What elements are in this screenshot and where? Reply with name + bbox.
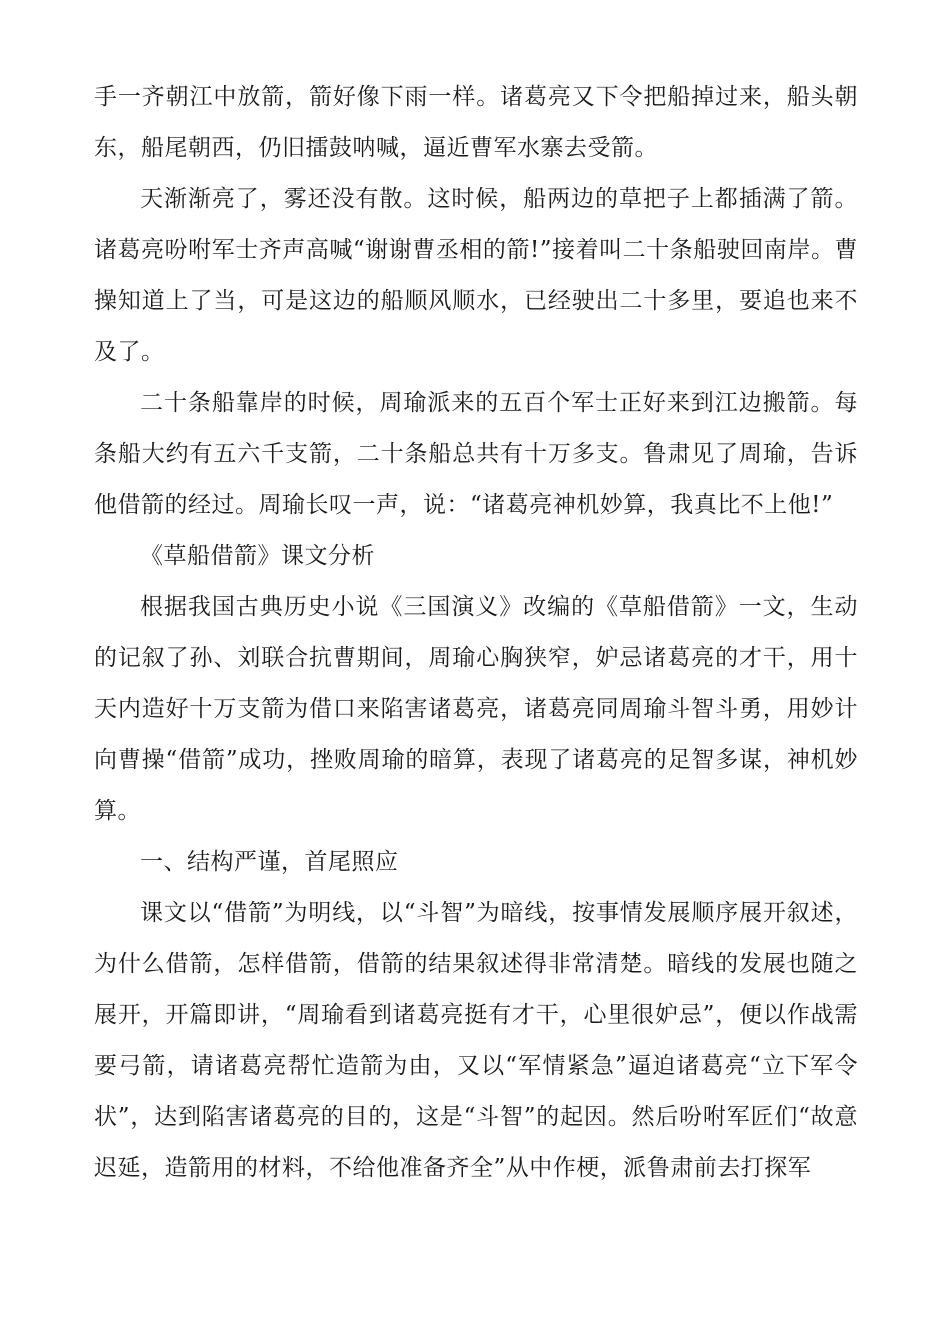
paragraph-structure: 课文以“借箭”为明线，以“斗智”为暗线，按事情发展顺序展开叙述，为什么借箭，怎样借箭，借箭的结果叙述得非常清楚。暗线的发展也随之展开，开篇即讲，“周瑜看到诸葛亮挺有才干，心里很妒忌”，便以作战需要弓箭，请诸葛亮帮忙造箭为由，又以“军情紧急”逼迫诸葛亮“立下军令状”，达到陷害诸葛亮的目的，这是“斗智”的起因。然后吩咐军匠们“故意迟延，造箭用的材料，不给他准备齐全”从中作梗，派鲁肃前去打探军 [94,900,858,1181]
paragraph-return: 二十条船靠岸的时候，周瑜派来的五百个军士正好来到江边搬箭。每条船大约有五六千支箭，二十条船总共有十万多支。鲁肃见了周瑜，告诉他借箭的经过。周瑜长叹一声，说：“诸葛亮神机妙算，我真比不上他!” [94,390,858,518]
paragraph-continued: 手一齐朝江中放箭，箭好像下雨一样。诸葛亮又下令把船掉过来，船头朝东，船尾朝西，仍旧擂鼓呐喊，逼近曹军水寨去受箭。 [94,84,858,161]
subsection-heading: 一、结构严谨，首尾照应 [140,849,399,875]
paragraph-summary: 根据我国古典历史小说《三国演义》改编的《草船借箭》一文，生动的记叙了孙、刘联合抗曹期间，周瑜心胸狭窄，妒忌诸葛亮的才干，用十天内造好十万支箭为借口来陷害诸葛亮，诸葛亮同周瑜斗智斗勇，用妙计向曹操“借箭”成功，挫败周瑜的暗算，表现了诸葛亮的足智多谋，神机妙算。 [94,594,858,824]
section-title: 《草船借箭》课文分析 [140,543,375,569]
paragraph-dawn: 天渐渐亮了，雾还没有散。这时候，船两边的草把子上都插满了箭。诸葛亮吩咐军士齐声高喊“谢谢曹丞相的箭!”接着叫二十条船驶回南岸。曹操知道上了当，可是这边的船顺风顺水，已经驶出二十多里，要追也来不及了。 [94,186,858,365]
document-page [94,72,858,1194]
